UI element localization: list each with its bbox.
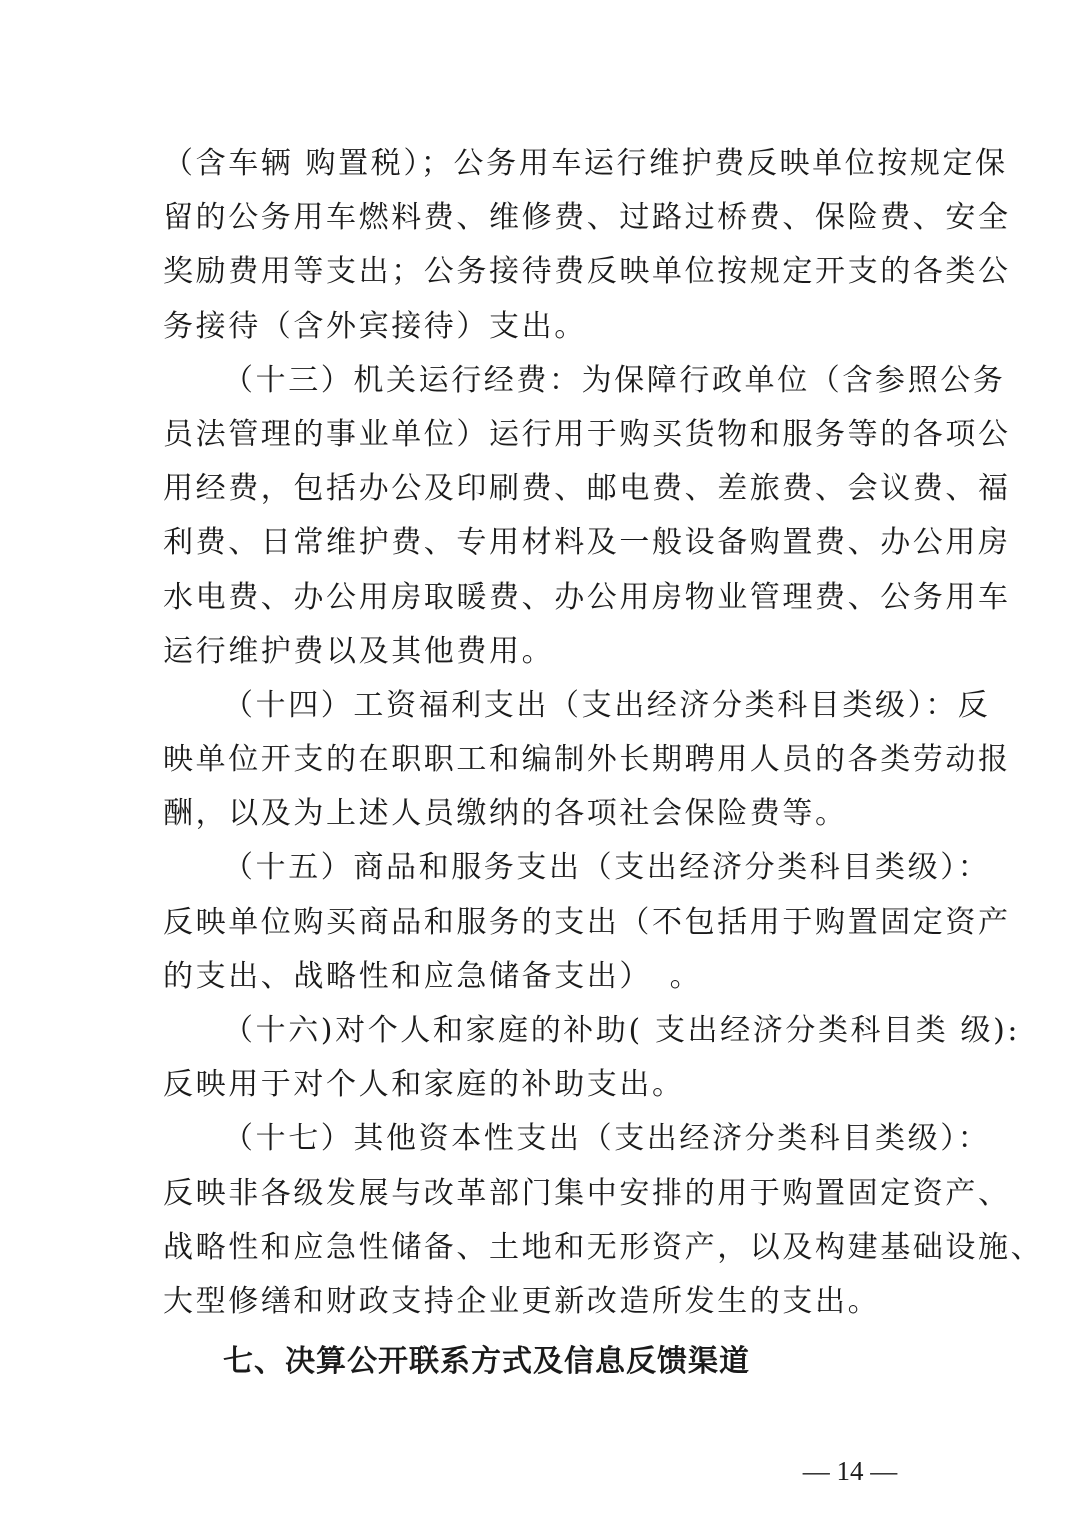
text-line: 反映非各级发展与改革部门集中安排的用于购置固定资产、: [163, 1175, 1011, 1211]
text-line: 利费、日常维护费、专用材料及一般设备购置费、办公用房: [163, 525, 1011, 561]
text-line-section-14: （十四）工资福利支出（支出经济分类科目类级）：反: [223, 687, 991, 723]
document-body: [163, 137, 1044, 1389]
text-line: 奖励费用等支出；公务接待费反映单位按规定开支的各类公: [163, 254, 1011, 290]
text-line: 映单位开支的在职职工和编制外长期聘用人员的各类劳动报: [163, 742, 1011, 778]
section-heading: 七、决算公开联系方式及信息反馈渠道: [223, 1344, 750, 1380]
text-line: 战略性和应急性储备、土地和无形资产，以及构建基础设施、: [163, 1229, 1044, 1265]
text-line-section-16: （十六)对个人和家庭的补助( 支出经济分类科目类 级):: [223, 1013, 1021, 1048]
text-line: 用经费，包括办公及印刷费、邮电费、差旅费、会议费、福: [163, 471, 1011, 507]
text-line-section-15: （十五）商品和服务支出（支出经济分类科目类级）：: [223, 850, 991, 886]
text-line: （含车辆 购置税）；公务用车运行维护费反映单位按规定保: [163, 146, 1008, 181]
text-line-section-13: （十三）机关运行经费：为保障行政单位（含参照公务: [223, 362, 1006, 398]
text-line: 酬，以及为上述人员缴纳的各项社会保险费等。: [163, 796, 848, 832]
text-line: 留的公务用车燃料费、维修费、过路过桥费、保险费、安全: [163, 200, 1011, 236]
text-line: 水电费、办公用房取暖费、办公用房物业管理费、公务用车: [163, 579, 1011, 615]
text-line-section-17: （十七）其他资本性支出（支出经济分类科目类级）：: [223, 1121, 991, 1157]
text-line: 反映单位购买商品和服务的支出（不包括用于购置固定资产: [163, 904, 1011, 940]
text-line: 运行维护费以及其他费用。: [163, 633, 555, 669]
page-number: — 14 —: [802, 1456, 898, 1486]
text-line: 大型修缮和财政支持企业更新改造所发生的支出。: [163, 1283, 881, 1319]
text-line: 员法管理的事业单位）运行用于购买货物和服务等的各项公: [163, 416, 1011, 452]
text-line: 反映用于对个人和家庭的补助支出。: [163, 1067, 685, 1103]
text-line: 务接待（含外宾接待）支出。: [163, 308, 587, 344]
text-line: 的支出、战略性和应急储备支出） 。: [163, 958, 703, 994]
